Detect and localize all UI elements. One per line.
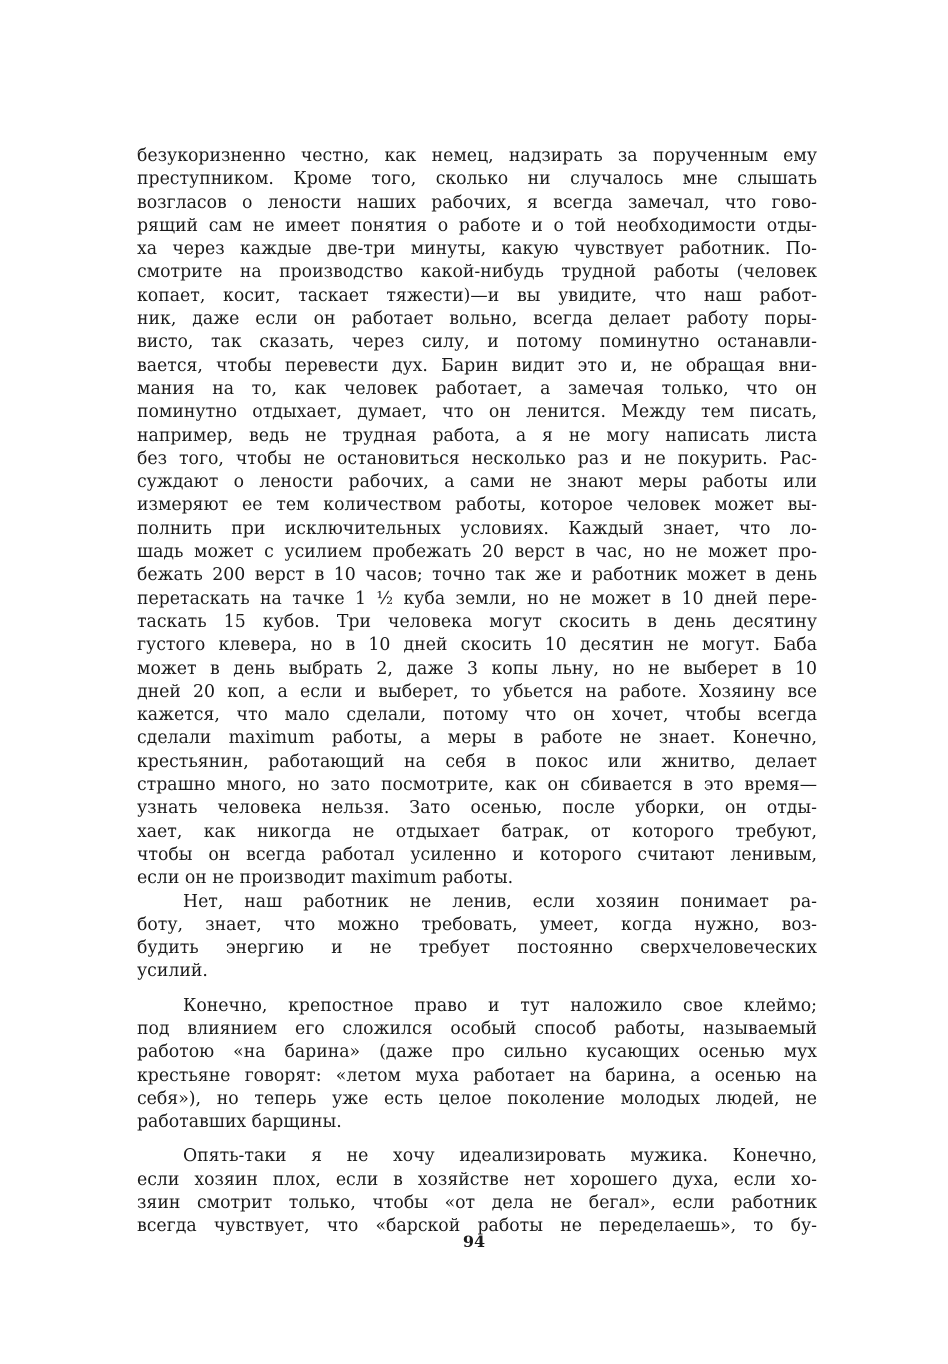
text-line: таскать 15 кубов. Три человека могут скосить в день десятину bbox=[137, 611, 817, 632]
page-number: 94 bbox=[462, 1232, 486, 1251]
text-line: висто, так сказать, через силу, и потому поминутно останавли- bbox=[137, 332, 817, 353]
text-line: мания на то, как человек работает, а замечая только, что он bbox=[137, 378, 817, 399]
paragraph-start-line: Конечно, крепостное право и тут наложило свое клеймо; bbox=[183, 995, 817, 1016]
paragraph-start-line: Опять-таки я не хочу идеализировать мужика. Конечно, bbox=[183, 1146, 817, 1167]
paragraph-gap bbox=[137, 1134, 817, 1145]
text-line: крестьяне говорят: «летом муха работает на барина, а осенью на bbox=[137, 1065, 817, 1086]
text-line: будить энергию и не требует постоянно сверхчеловеческих bbox=[137, 938, 817, 959]
text-line: вается, чтобы перевести дух. Барин видит это и, не обращая вни- bbox=[137, 355, 817, 376]
text-line: крестьянин, работающий на себя в покос или жнитво, делает bbox=[137, 751, 817, 772]
text-line: себя»), но теперь уже есть целое поколение молодых людей, не bbox=[137, 1088, 817, 1109]
text-line: ник, даже если он работает вольно, всегда делает работу поры- bbox=[137, 309, 817, 330]
text-line: без того, чтобы не остановиться несколько раз и не покурить. Рас- bbox=[137, 448, 817, 469]
text-line: дней 20 коп, а если и выберет, то убьется на работе. Хозяину все bbox=[137, 681, 817, 702]
text-line: зяин смотрит только, чтобы «от дела не бегал», если работник bbox=[137, 1193, 817, 1214]
text-line: если хозяин плох, если в хозяйстве нет хорошего духа, если хо- bbox=[137, 1169, 817, 1190]
text-line: может в день выбрать 2, даже 3 копы льну, но не выберет в 10 bbox=[137, 658, 817, 679]
paragraph-gap bbox=[137, 984, 817, 995]
text-line: суждают о лености рабочих, а сами не знают меры работы или bbox=[137, 472, 817, 493]
text-line: густого клевера, но в 10 дней скосить 10 десятин не могут. Баба bbox=[137, 635, 817, 656]
text-line: если он не производит maximum работы. bbox=[137, 868, 514, 889]
text-line: ха через каждые две-три минуты, какую чувствует работник. По- bbox=[137, 239, 817, 260]
text-line: под влиянием его сложился особый способ работы, называемый bbox=[137, 1018, 817, 1039]
text-line: смотрите на производство какой-нибудь трудной работы (человек bbox=[137, 262, 817, 283]
text-line: сделали maximum работы, а меры в работе не знает. Конечно, bbox=[137, 728, 817, 749]
text-line: узнать человека нельзя. Зато осенью, после уборки, он отды- bbox=[137, 798, 817, 819]
text-line: перетаскать на тачке 1 ½ куба земли, но не может в 10 дней пере- bbox=[137, 588, 817, 609]
text-line: безукоризненно честно, как немец, надзирать за порученным ему bbox=[137, 146, 817, 166]
text-line: копает, косит, таскает тяжести)—и вы увидите, что наш работ- bbox=[137, 285, 817, 306]
text-line: чтобы он всегда работал усиленно и которого считают ленивым, bbox=[137, 844, 817, 865]
text-line: возгласов о лености наших рабочих, я всегда замечал, что гово- bbox=[137, 192, 817, 213]
text-line: всегда чувствует, что «барской работы не переделаешь», то бу- bbox=[137, 1216, 817, 1237]
text-line: бежать 200 верст в 10 часов; точно так же и работник может в день bbox=[137, 565, 817, 586]
text-line: поминутно отдыхает, думает, что он ленится. Между тем писать, bbox=[137, 402, 817, 423]
text-line: страшно много, но зато посмотрите, как он сбивается в это время— bbox=[137, 775, 817, 796]
text-line: полнить при исключительных условиях. Каждый знает, что ло- bbox=[137, 518, 817, 539]
text-line: преступником. Кроме того, сколько ни случалось мне слышать bbox=[137, 169, 817, 190]
body-text bbox=[137, 145, 817, 1239]
text-line: шадь может с усилием пробежать 20 верст в час, но не может про- bbox=[137, 542, 817, 563]
text-line: работавших барщины. bbox=[137, 1112, 342, 1133]
text-line: измеряют ее тем количеством работы, которое человек может вы- bbox=[137, 495, 817, 516]
text-line: хает, как никогда не отдыхает батрак, от которого требуют, bbox=[137, 821, 817, 842]
text-line: кажется, что мало сделали, потому что он хочет, чтобы всегда bbox=[137, 705, 817, 726]
text-line: усилий. bbox=[137, 961, 208, 982]
text-line: например, ведь не трудная работа, а я не могу написать листа bbox=[137, 425, 817, 446]
text-line: боту, знает, что можно требовать, умеет, когда нужно, воз- bbox=[137, 914, 817, 935]
paragraph-start-line: Нет, наш работник не ленив, если хозяин понимает ра- bbox=[183, 891, 817, 912]
text-line: рящий сам не имеет понятия о работе и о той необходимости отды- bbox=[137, 215, 817, 236]
text-line: работою «на барина» (даже про сильно кусающих осенью мух bbox=[137, 1042, 817, 1063]
